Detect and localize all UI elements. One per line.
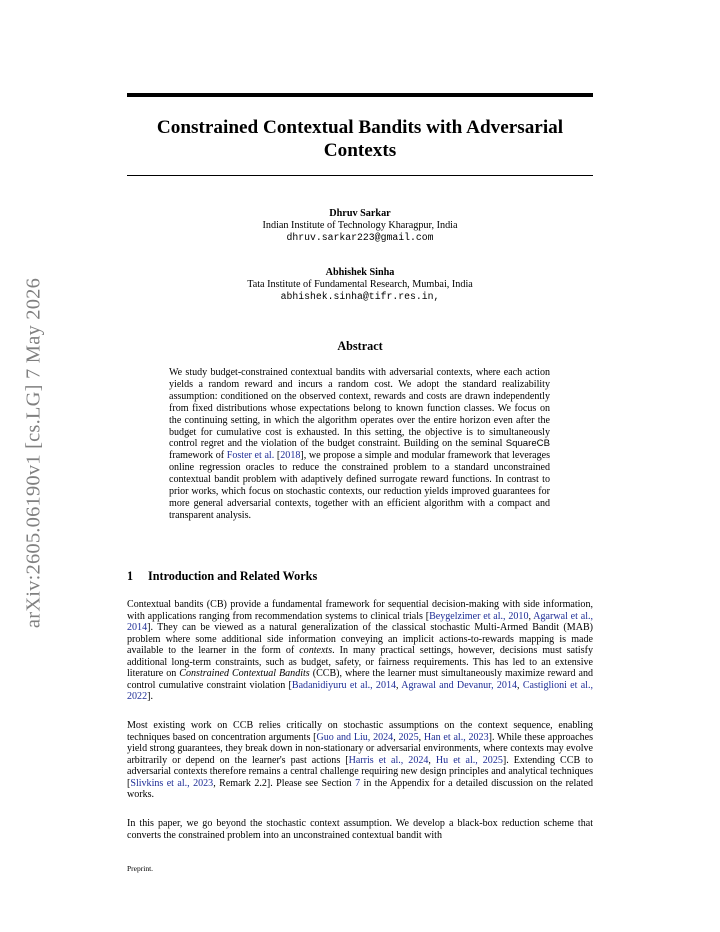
- title-top-rule: [127, 93, 593, 97]
- citation-link[interactable]: Foster et al.: [226, 450, 275, 462]
- paragraph-text: ,: [428, 754, 436, 766]
- abstract-text: We study budget-constrained contextual bandits with adversarial contexts, where each action yields a random reward and incurs a random cost. We adopt the standard realizability assumption: conditioned on the observed context, rewards and costs are drawn independently from fixed distributions whose expectations belong to known function classes. We focus on the continuing setting, in which the algorithm operates over the entire horizon even after the budget for cumulative cost is exhausted. In this setting, the objective is to simultaneously control regret and the violation of the budget constraint. Building on the seminal: [169, 367, 550, 450]
- author-affiliation: Tata Institute of Fundamental Research, Mumbai, India: [247, 278, 473, 290]
- paragraph-text: (CCB), where the learner must simultaneously maximize reward and control cumulative constraint violation [: [127, 668, 593, 691]
- preprint-footer: Preprint.: [127, 864, 154, 873]
- author-name: Dhruv Sarkar: [329, 208, 391, 219]
- citation-link[interactable]: 2018: [280, 450, 301, 462]
- abstract-text: framework of: [169, 450, 227, 462]
- citation-link[interactable]: Han et al., 2023: [423, 731, 489, 743]
- paragraph-text: ,: [396, 679, 402, 691]
- body-paragraph: [127, 599, 593, 703]
- method-name: SquareCB: [505, 438, 550, 450]
- section-title: Introduction and Related Works: [148, 569, 318, 583]
- citation-link[interactable]: Hu et al., 2025: [435, 754, 503, 766]
- citation-link[interactable]: Guo and Liu, 2024: [316, 731, 394, 743]
- author-email: abhishek.sinha@tifr.res.in,: [280, 290, 440, 302]
- paragraph-text: ,: [528, 610, 534, 622]
- citation-link[interactable]: Agarwal et al., 2014: [127, 610, 594, 634]
- arxiv-identifier: arXiv:2605.06190v1 [cs.LG] 7 May 2026: [22, 277, 45, 629]
- citation-link[interactable]: Castiglioni et al., 2022: [127, 679, 593, 703]
- paragraph-text: , Remark 2.2]. Please see Section: [213, 777, 356, 789]
- abstract-heading: Abstract: [337, 339, 383, 353]
- body-paragraph: [127, 720, 593, 801]
- citation-link[interactable]: Harris et al., 2024: [348, 754, 429, 766]
- citation-link[interactable]: Badanidiyuru et al., 2014: [291, 679, 397, 691]
- abstract-text: [: [274, 450, 281, 462]
- author-block: [127, 267, 593, 302]
- paragraph-text: Contextual bandits (CB) provide a fundamental framework for sequential decision-making with side information, with applications ranging from recommendation systems to clinical trials [: [127, 599, 593, 622]
- section-number: 1: [127, 569, 134, 583]
- paragraph-text: In this paper, we go beyond the stochastic context assumption. We develop a black-box reduction scheme that converts the constrained problem into an unconstrained contextual bandit with: [127, 818, 593, 841]
- paragraph-text: ]. While these approaches yield strong guarantees, they break down in non-stationary or adversarial environments, where contexts may evolve arbitrarily or depend on the learner's past actions [: [127, 731, 593, 766]
- citation-link[interactable]: Beygelzimer et al., 2010: [429, 610, 529, 622]
- abstract-body: [169, 367, 550, 522]
- citation-link[interactable]: Agrawal and Devanur, 2014: [401, 679, 518, 691]
- author-name: Abhishek Sinha: [325, 267, 395, 278]
- paragraph-text: ,: [418, 731, 424, 743]
- author-email: dhruv.sarkar223@gmail.com: [286, 231, 434, 243]
- citation-link[interactable]: Slivkins et al., 2023: [130, 777, 214, 789]
- emphasis-text: contexts: [299, 645, 333, 657]
- paper-title: Constrained Contextual Bandits with Adversarial Contexts: [156, 117, 564, 161]
- title-bottom-rule: [127, 175, 593, 176]
- author-block: [127, 208, 593, 243]
- abstract-text: ], we propose a simple and modular framework that leverages online regression oracles to reduce the constrained problem to a standard unconstrained contextual bandit problem with adaptively defined surrogate reward functions. In contrast to prior works, which focus on stochastic contexts, our reduction yields improved guarantees for more general adversarial contexts, together with an efficient algorithm with a compact and transparent analysis.: [169, 450, 551, 521]
- paragraph-text: Most existing work on CCB relies critically on stochastic assumptions on the context sequence, enabling techniques based on concentration arguments [: [127, 720, 593, 743]
- paragraph-text: ,: [517, 679, 523, 691]
- body-paragraph: [127, 818, 593, 841]
- section-reference-link[interactable]: 7: [355, 777, 361, 789]
- paragraph-text: in the Appendix for a detailed discussion on the related works.: [127, 777, 593, 801]
- emphasis-text: Constrained Contextual Bandits: [179, 668, 310, 680]
- author-affiliation: Indian Institute of Technology Kharagpur, India: [262, 219, 458, 231]
- citation-link[interactable]: 2025: [398, 731, 419, 743]
- paragraph-text: ]. They can be viewed as a natural generalization of the classical stochastic Multi-Armed Bandit (MAB) problem where some additional side information conveying an implicit actions-to-rewards mapping is made available to the learner in the form of: [127, 622, 593, 657]
- paragraph-text: ]. Extending CCB to adversarial contexts therefore remains a central challenge requiring new design principles and analytical techniques [: [127, 754, 593, 789]
- paragraph-text: . In many practical settings, however, decisions must satisfy additional long-term constraints, such as budget, safety, or fairness requirements. This has led to an extensive literature on: [127, 645, 593, 680]
- paragraph-text: ].: [147, 691, 153, 703]
- paragraph-text: ,: [393, 731, 399, 743]
- section-heading: [127, 569, 593, 584]
